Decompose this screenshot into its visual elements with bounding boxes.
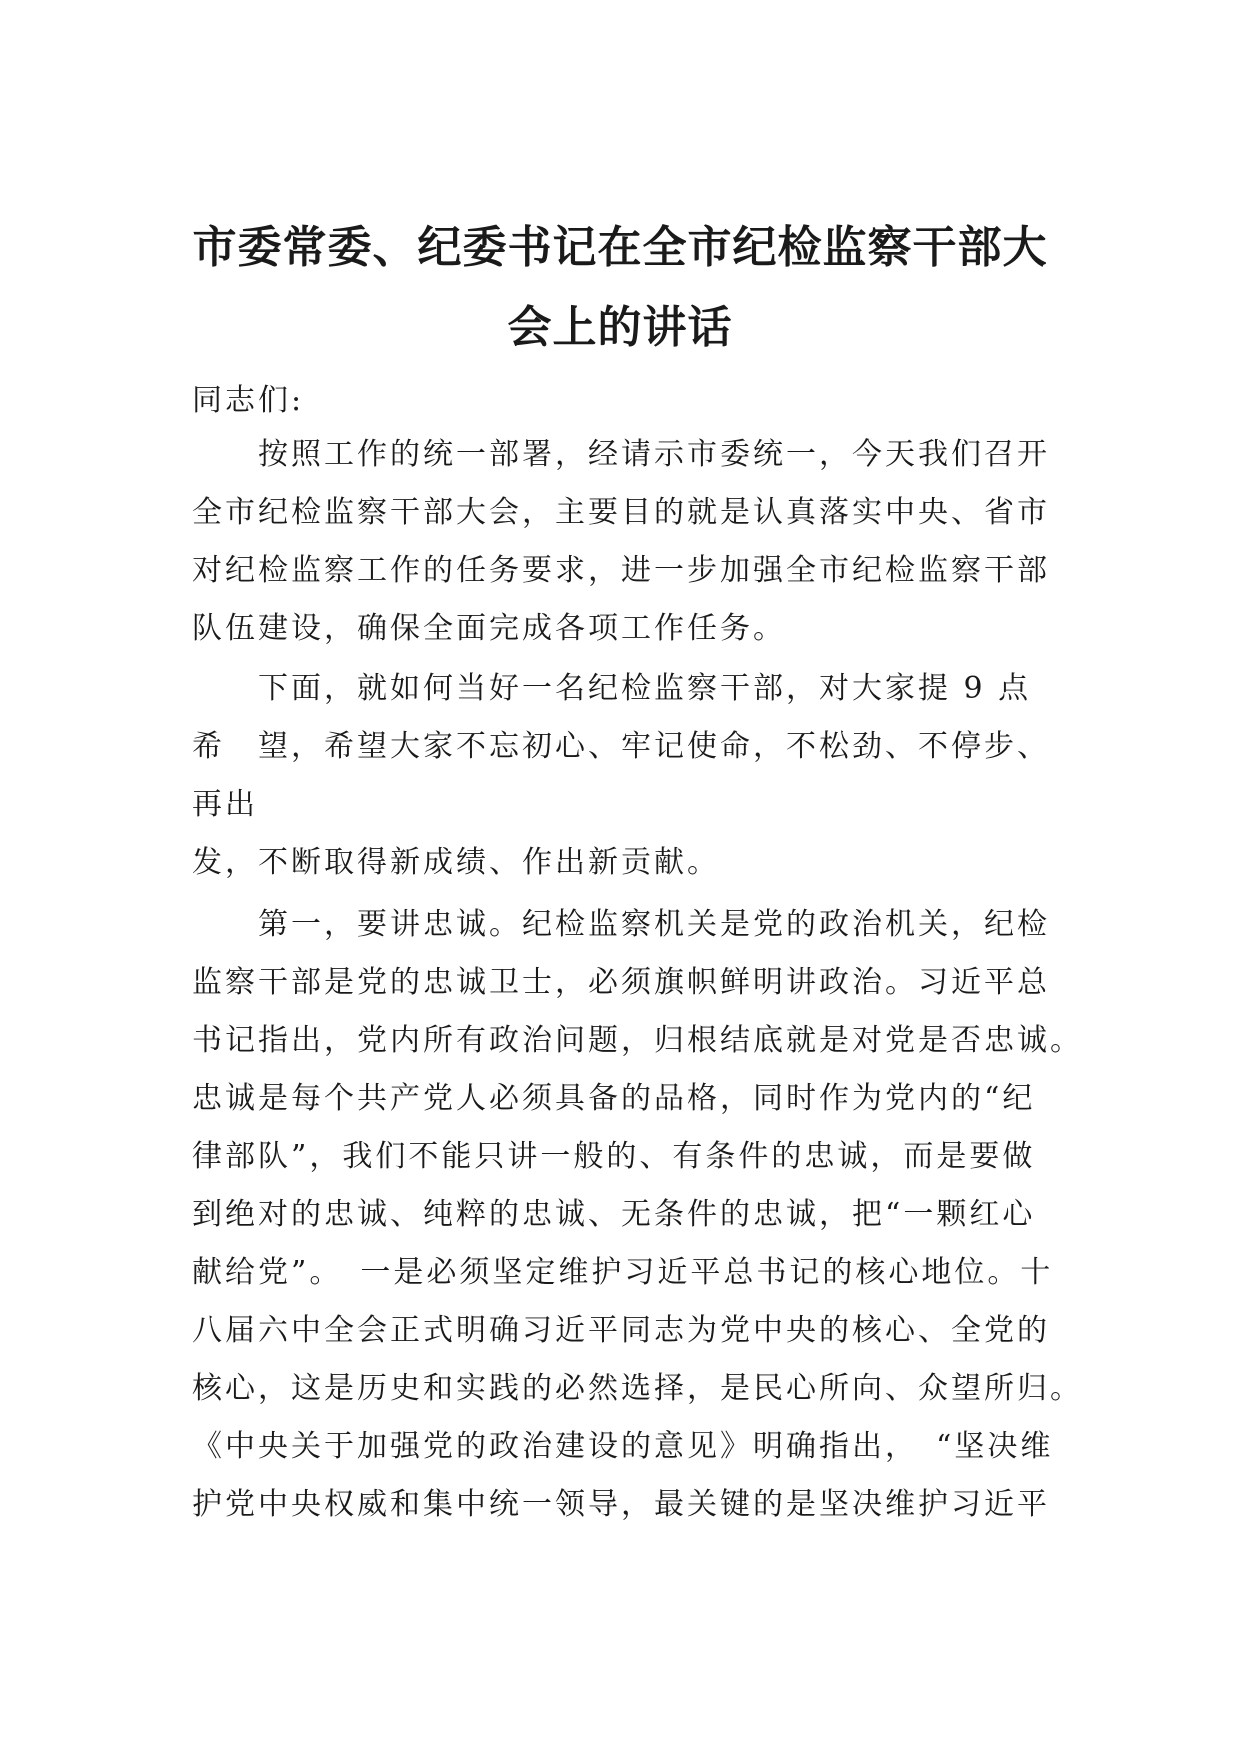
paragraph-line: 下面，就如何当好一名纪检监察干部，对大家提 9 点 <box>258 671 1032 706</box>
paragraph-line: 第一，要讲忠诚。纪检监察机关是党的政治机关，纪检 <box>258 907 1050 942</box>
salutation-text: 同志们: <box>192 383 305 418</box>
paragraph-3 <box>192 896 1083 1534</box>
paragraph-line: 到绝对的忠诚、纯粹的忠诚、无条件的忠诚，把“一颗红心 <box>192 1197 1036 1232</box>
paragraph-2 <box>192 660 1062 892</box>
paragraph-line: 护党中央权威和集中统一领导，最关键的是坚决维护习近平 <box>192 1487 1050 1522</box>
title-line: 市委常委、纪委书记在全市纪检监察干部大 <box>192 222 1048 273</box>
paragraph-line: 希 望，希望大家不忘初心、牢记使命，不松劲、不停步、 <box>192 729 1050 764</box>
title-line: 会上的讲话 <box>507 302 733 353</box>
paragraph-line: 八届六中全会正式明确习近平同志为党中央的核心、全党的 <box>192 1313 1050 1348</box>
document-title <box>150 208 1090 368</box>
paragraph-line: 再出 <box>192 787 258 822</box>
paragraph-line: 监察干部是党的忠诚卫士，必须旗帜鲜明讲政治。习近平总 <box>192 965 1050 1000</box>
paragraph-line: 忠诚是每个共产党人必须具备的品格，同时作为党内的“纪 <box>192 1081 1036 1116</box>
salutation <box>192 372 1062 430</box>
paragraph-line: 核心，这是历史和实践的必然选择，是民心所向、众望所归。 <box>192 1371 1083 1406</box>
paragraph-line: 献给党”。 一是必须坚定维护习近平总书记的核心地位。十 <box>192 1255 1054 1290</box>
paragraph-line: 按照工作的统一部署，经请示市委统一，今天我们召开 <box>258 437 1050 472</box>
paragraph-line: 发，不断取得新成绩、作出新贡献。 <box>192 845 720 880</box>
paragraph-1 <box>192 426 1062 658</box>
paragraph-line: 全市纪检监察干部大会，主要目的就是认真落实中央、省市 <box>192 495 1050 530</box>
paragraph-line: 律部队”，我们不能只讲一般的、有条件的忠诚，而是要做 <box>192 1139 1036 1174</box>
paragraph-line: 《中央关于加强党的政治建设的意见》明确指出， “坚决维 <box>192 1429 1054 1464</box>
paragraph-line: 队伍建设，确保全面完成各项工作任务。 <box>192 611 786 646</box>
paragraph-line: 对纪检监察工作的任务要求，进一步加强全市纪检监察干部 <box>192 553 1050 588</box>
paragraph-line: 书记指出，党内所有政治问题，归根结底就是对党是否忠诚。 <box>192 1023 1083 1058</box>
